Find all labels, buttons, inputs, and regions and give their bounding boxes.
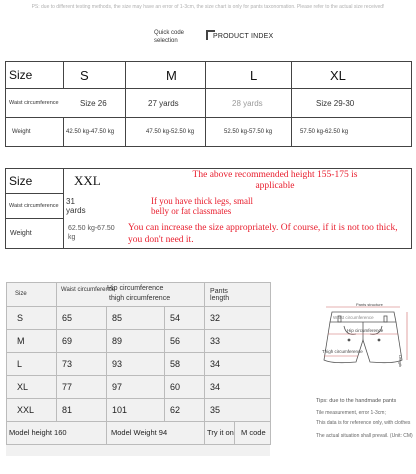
weight-header-2: Weight: [6, 219, 64, 249]
waist-header: [6, 89, 126, 118]
table-row: [7, 353, 271, 376]
size-cell: M: [7, 330, 57, 353]
m-code: M code: [241, 428, 266, 437]
measurement-cell: 34: [205, 376, 271, 399]
measurement-table: [6, 282, 270, 456]
weight-s: 42.50 kg-47.50 kg: [64, 118, 126, 147]
measurement-cell: 34: [205, 353, 271, 376]
measurement-cell: 33: [205, 330, 271, 353]
shorts-diagram: [310, 296, 416, 400]
model-height: Model height 160: [7, 422, 107, 445]
measurement-cell: 101: [107, 399, 165, 422]
tips-line3: The actual situation shall prevail. (Unit: CM): [316, 433, 413, 439]
weight-l: 52.50 kg-57.50 kg: [206, 118, 292, 147]
try-on-cell: [205, 422, 271, 445]
size-table-s-xl: [5, 61, 412, 147]
thick-legs-note: If you have thick legs, small belly or fat classmates: [151, 196, 253, 216]
measurement-cell: 32: [205, 307, 271, 330]
hip-label: Hip circumference: [347, 328, 384, 333]
table-row: [7, 307, 271, 330]
size-header: Size: [6, 62, 64, 89]
size-cell: XL: [7, 376, 57, 399]
height-recommendation: The above recommended height 155-175 is applicable: [192, 170, 358, 191]
table-row: [7, 399, 271, 422]
waist-xl: Size 29-30: [292, 89, 412, 118]
table-row: [7, 376, 271, 399]
weight-m: 47.50 kg-52.50 kg: [126, 118, 206, 147]
waist-label-diagram: Waist circumference: [333, 315, 374, 320]
model-weight: Model Weight 94: [107, 422, 205, 445]
size-xxl: XXL: [74, 173, 101, 189]
waist-xxl: 31 yards: [66, 197, 86, 215]
size-disclaimer: PS: due to different testing methods, the size may have an error of 1-3cm, the size chart is only for pants taxonomation. Please refer to the actual size received!: [31, 4, 385, 10]
size-xl: XL: [292, 62, 412, 89]
measurement-cell: 69: [57, 330, 107, 353]
size-header-2: Size: [6, 169, 64, 194]
length-col-header: Pants length: [205, 283, 271, 307]
measurement-cell: 81: [57, 399, 107, 422]
measurement-cell: 60: [165, 376, 205, 399]
weight-xl: 57.50 kg-62.50 kg: [292, 118, 412, 147]
measurement-cell: 97: [107, 376, 165, 399]
size-cell: XXL: [7, 399, 57, 422]
measurement-cell: 58: [165, 353, 205, 376]
measurement-cell: 73: [57, 353, 107, 376]
tips-line1: Tile measurement, error 1-3cm;: [316, 410, 386, 416]
tips-heading: Tips: due to the handmade pants: [316, 398, 397, 404]
thigh-label: Thigh circumference: [322, 349, 363, 354]
waist-l: 28 yards: [206, 89, 292, 118]
table-row: [7, 330, 271, 353]
size-cell: L: [7, 353, 57, 376]
measurement-cell: 56: [165, 330, 205, 353]
measurement-cell: 54: [165, 307, 205, 330]
waist-m: 27 yards: [126, 89, 206, 118]
length-label: Length: [398, 355, 403, 368]
circumference-headers: [57, 283, 205, 307]
size-s: S: [64, 62, 126, 89]
measurement-cell: 89: [107, 330, 165, 353]
waist-label: Waist circumference: [9, 100, 59, 106]
waist-col-header: Waist circumference: [61, 287, 116, 293]
size-col-header: Size: [7, 283, 57, 307]
quick-code-label: Quick code selection: [154, 30, 185, 44]
hip-col-header: Hip circumference: [107, 285, 164, 292]
measurement-cell: 35: [205, 399, 271, 422]
waist-s: Size 26: [80, 98, 107, 108]
size-l: L: [206, 62, 292, 89]
diagram-title: Pants structure: [356, 302, 383, 307]
measurement-cell: 65: [57, 307, 107, 330]
measurement-cell: 77: [57, 376, 107, 399]
try-on-label: Try it on: [205, 422, 235, 444]
size-up-note: You can increase the size appropriately. Of course, if it is not too thick, you don't need it.: [128, 223, 398, 245]
measurement-cell: 85: [107, 307, 165, 330]
size-cell: S: [7, 307, 57, 330]
product-index-title: PRODUCT INDEX: [213, 33, 274, 40]
weight-xxl: 62.50 kg-67.50 kg: [68, 225, 115, 242]
thigh-col-header: thigh circumference: [109, 295, 171, 302]
waist-label-2: Waist circumference: [9, 203, 59, 209]
tips-line2: This data is for reference only, with clothes: [316, 420, 411, 426]
measurement-cell: 62: [165, 399, 205, 422]
size-m: M: [126, 62, 206, 89]
weight-header: Weight: [6, 118, 64, 147]
waist-header-2: [6, 194, 64, 219]
measurement-cell: 93: [107, 353, 165, 376]
